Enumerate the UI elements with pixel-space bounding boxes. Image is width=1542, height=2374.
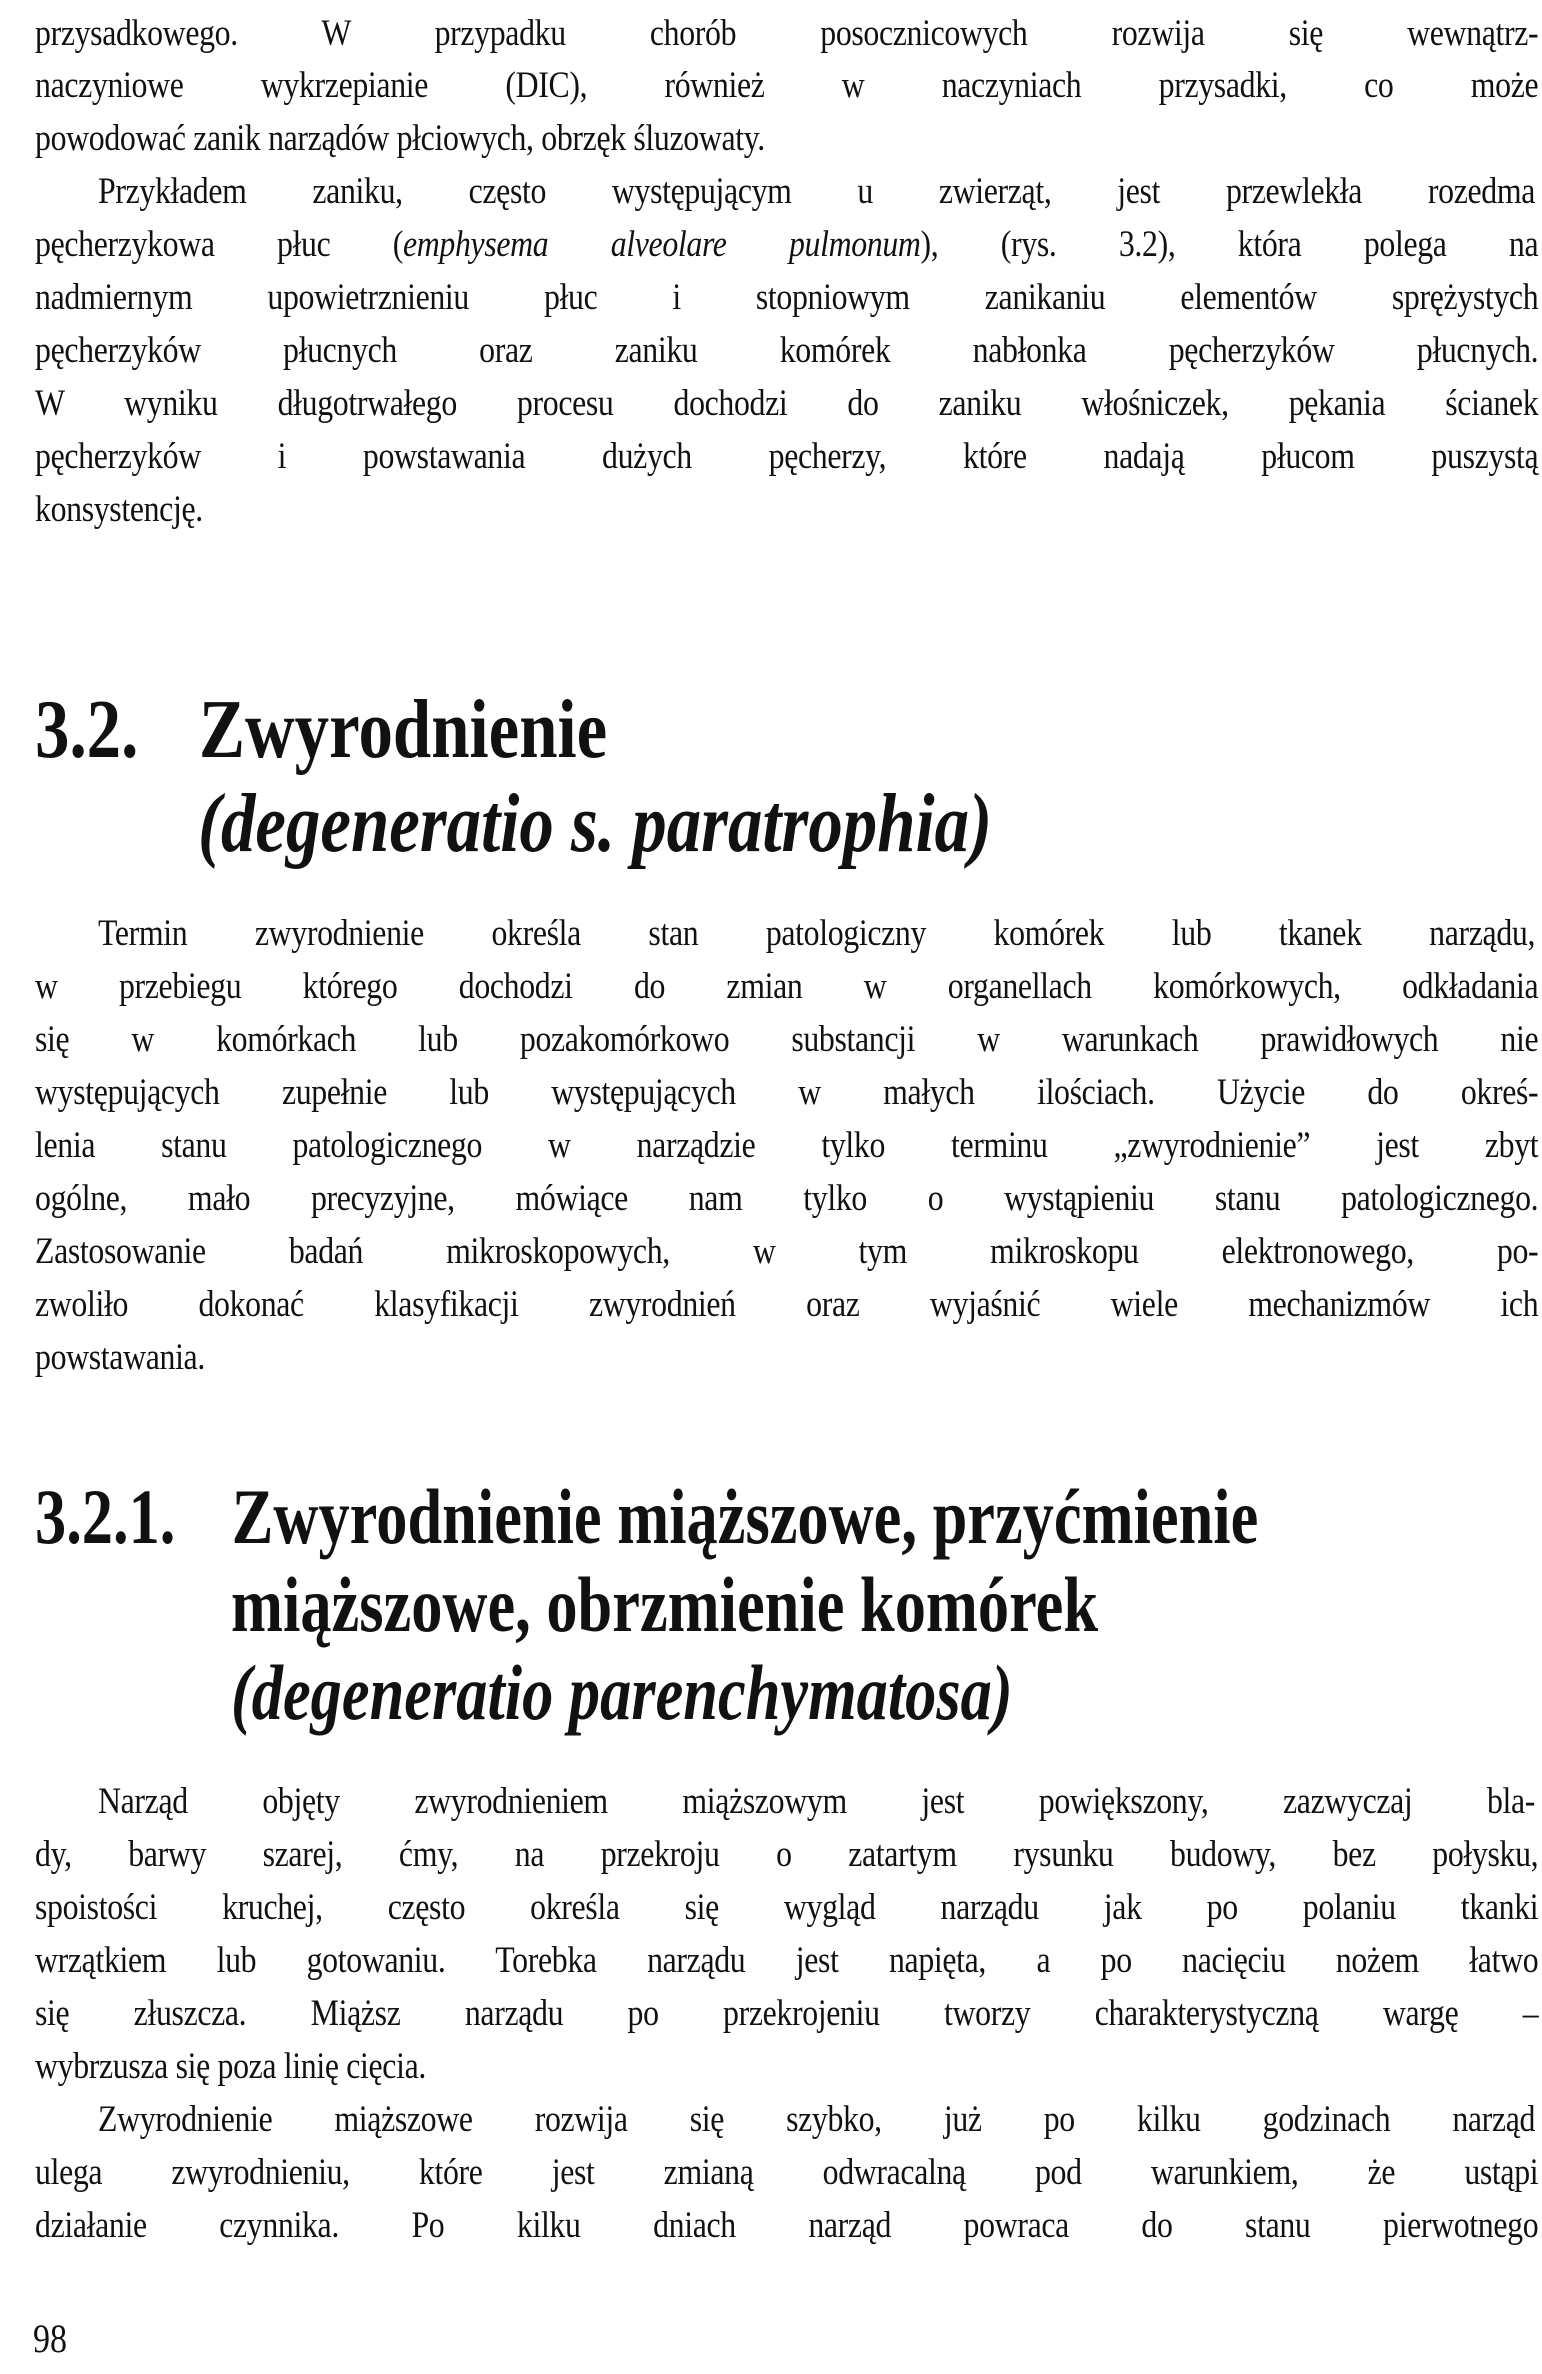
body-text-line: Zwyrodnienie miąższowe rozwija się szybko, już po kilku godzinach narząd [98,2099,1536,2140]
body-text-line: Termin zwyrodnienie określa stan patologiczny komórek lub tkanek narządu, [98,913,1536,954]
body-text-line: naczyniowe wykrzepianie (DIC), również w naczyniach przysadki, co może [35,65,1539,106]
section-latin-title [198,778,992,870]
text-span: ), (rys. 3.2), która polega na [920,224,1539,265]
body-text-line: powstawania. [35,1337,205,1378]
section-number: 3.2. [35,683,139,776]
body-text-line: nadmiernym upowietrznieniu płuc i stopniowym zanikaniu elementów sprężystych [35,277,1539,318]
body-text-line: przysadkowego. W przypadku chorób posocznicowych rozwija się wewnątrz- [35,13,1539,54]
text-span: pęcherzykowa płuc ( [35,224,403,265]
section-title-line-2: miąższowe, obrzmienie komórek [231,1561,1099,1648]
body-text-line: pęcherzyków płucnych oraz zaniku komórek nabłonka pęcherzyków płucnych. [35,330,1539,371]
body-text-line: Narząd objęty zwyrodnieniem miąższowym jest powiększony, zazwyczaj bla- [98,1781,1536,1822]
body-text-line: W wyniku długotrwałego procesu dochodzi do zaniku włośniczek, pękania ścianek [35,383,1539,424]
body-text-line: się złuszcza. Miąższ narządu po przekrojeniu tworzy charakterystyczną wargę – [35,1993,1539,2034]
section-title: Zwyrodnienie [199,683,608,776]
section-heading-3-2-1 [35,1474,1258,1560]
body-text-line: wybrzusza się poza linię cięcia. [35,2046,426,2087]
body-text-line: pęcherzyków i powstawania dużych pęcherzy, które nadają płucom puszystą [35,436,1539,477]
latin-title: (degeneratio parenchymatosa) [231,1649,1013,1736]
body-text-line [35,223,1538,267]
body-text-line: konsystencję. [35,489,203,530]
body-text-line: w przebiegu którego dochodzi do zmian w organellach komórkowych, odkładania [35,966,1539,1007]
body-text-line: Przykładem zaniku, często występującym u zwierząt, jest przewlekła rozedma [98,171,1536,212]
section-number: 3.2.1. [35,1473,176,1560]
body-text-line: dy, barwy szarej, ćmy, na przekroju o zatartym rysunku budowy, bez połysku, [35,1834,1539,1875]
section-heading-3-2 [35,684,607,776]
body-text-line: spoistości kruchej, często określa się wygląd narządu jak po polaniu tkanki [35,1887,1539,1928]
body-text-line: się w komórkach lub pozakomórkowo substancji w warunkach prawidłowych nie [35,1019,1539,1060]
section-title: Zwyrodnienie miąższowe, przyćmienie [231,1473,1259,1560]
body-text-line: zwoliło dokonać klasyfikacji zwyrodnień oraz wyjaśnić wiele mechanizmów ich [35,1284,1539,1325]
latin-term: emphysema alveolare pulmonum [402,224,921,265]
body-text-line: działanie czynnika. Po kilku dniach narząd powraca do stanu pierwotnego [35,2205,1539,2246]
body-text-line: ulega zwyrodnieniu, które jest zmianą odwracalną pod warunkiem, że ustąpi [35,2152,1539,2193]
body-text-line: Zastosowanie badań mikroskopowych, w tym mikroskopu elektronowego, po- [35,1231,1539,1272]
page-number: 98 [33,2316,67,2361]
body-text-line: ogólne, mało precyzyjne, mówiące nam tylko o wystąpieniu stanu patologicznego. [35,1178,1539,1219]
body-text-line: wrzątkiem lub gotowaniu. Torebka narządu jest napięta, a po nacięciu nożem łatwo [35,1940,1539,1981]
body-text-line: występujących zupełnie lub występujących w małych ilościach. Użycie do okreś- [35,1072,1539,1113]
latin-title: (degeneratio s. paratrophia) [198,777,993,870]
body-text-line: powodować zanik narządów płciowych, obrzęk śluzowaty. [35,118,765,159]
section-latin-title [231,1650,1013,1736]
body-text-line: lenia stanu patologicznego w narządzie tylko terminu „zwyrodnienie” jest zbyt [35,1125,1539,1166]
